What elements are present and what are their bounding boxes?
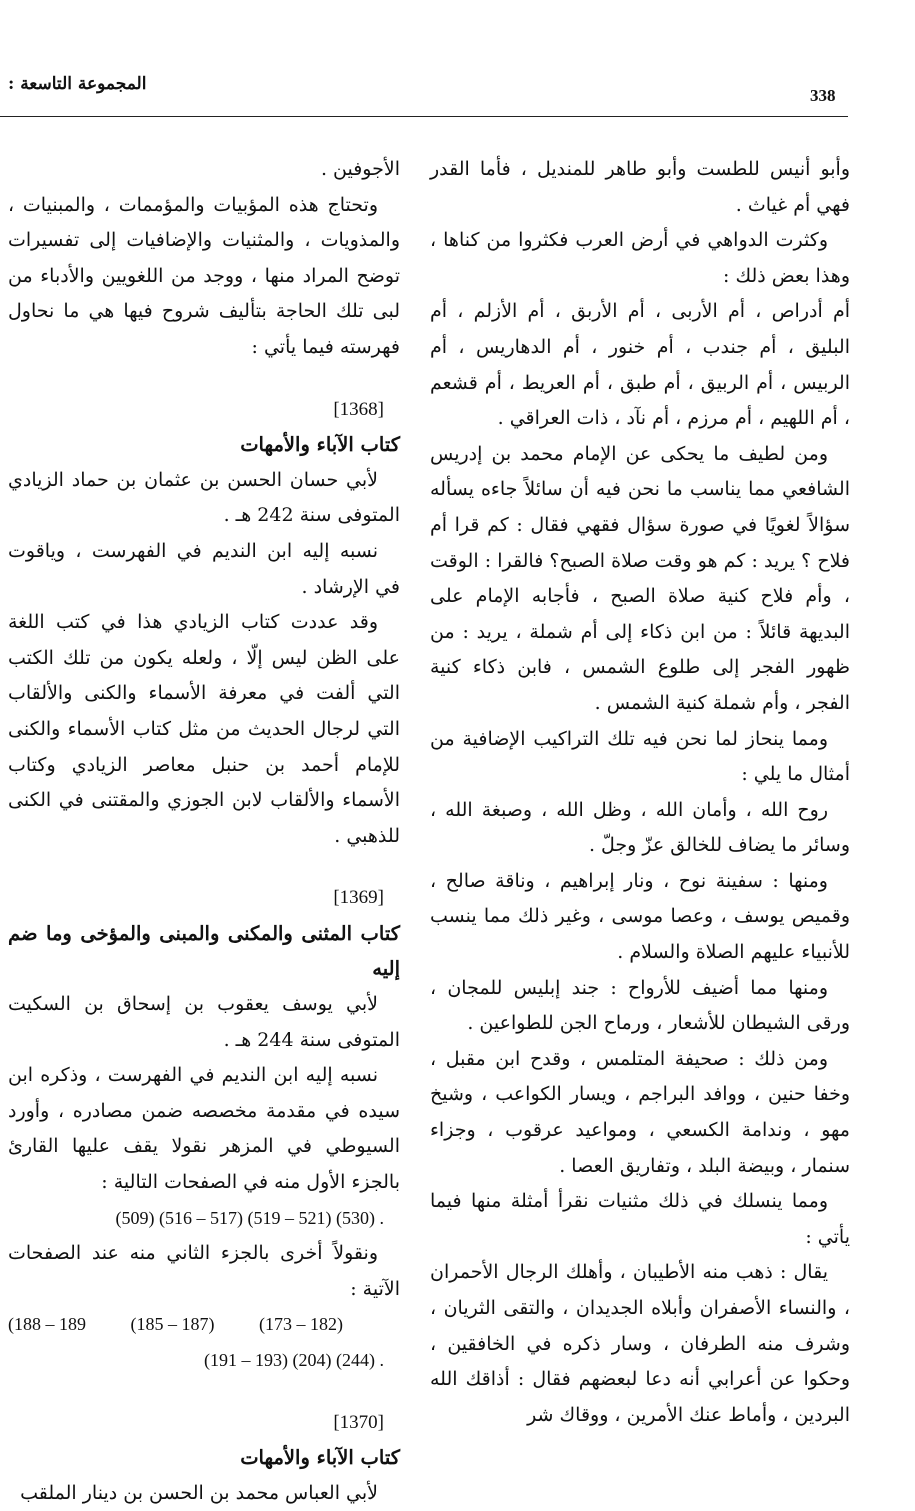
paragraph: الأجوفين . (320, 158, 400, 180)
page-references: (509) (516 – 517) (519 – 521) (530) . (115, 1207, 384, 1228)
page-reference: (185 – 187) (130, 1314, 215, 1335)
header-rule (0, 116, 848, 117)
entry-title: كتاب الآباء والأمهات (240, 433, 400, 457)
paragraph: ومنها : سفينة نوح ، ونار إبراهيم ، وناقة صالح ، وقميص يوسف ، وعصا موسى ، وغير ذلك مما ينسب للأنبياء عليهم الصلاة والسلام . (430, 869, 850, 964)
paragraph: أم أدراص ، أم الأربى ، أم الأربق ، أم الأزلم ، أم البليق ، أم جندب ، أم خنور ، أم الدهاريس ، أم الربيس ، أم الربيق ، أم طبق ، أم العريط ، أم قشعم ، أم اللهيم ، أم مرزم ، أم نآد ، ذات العراقي . (430, 300, 850, 430)
paragraph: وأبو أنيس للطست وأبو طاهر للمنديل ، فأما القدر فهي أم غياث . (430, 158, 850, 216)
paragraph: ومنها مما أضيف للأرواح : جند إبليس للمجان ، ورقى الشيطان للأشعار ، ورماح الجن للطواعين . (430, 976, 850, 1035)
entry-number: [1368] (333, 398, 384, 420)
paragraph: ومما ينسلك في ذلك مثنيات نقرأ أمثلة منها فيما يأتي : (430, 1190, 850, 1248)
page-references: (191 – 193) (204) (244) . (204, 1350, 384, 1370)
paragraph: وقد عددت كتاب الزيادي هذا في كتب اللغة على الظن ليس إلّا ، ولعله يكون من تلك الكتب التي ألفت في معرفة الأسماء والكنى والألقاب التي لرجال الحديث من مثل كتاب الأسماء والكنى للإمام أحمد بن حنبل معاصر الزيادي وكتاب الأسماء والألقاب لابن الجوزي والمقتنى في الكنى للذهبي . (8, 611, 400, 847)
entry-title: كتاب الآباء والأمهات (240, 1446, 400, 1470)
entry-title: كتاب المثنى والمكنى والمبنى والمؤخى وما ضم إليه (8, 921, 400, 981)
paragraph: لأبي العباس محمد بن الحسن بن دينار الملقب (20, 1481, 378, 1504)
entry-number: [1369] (333, 887, 384, 909)
running-head: المجموعة التاسعة : (8, 74, 147, 94)
paragraph: ومن لطيف ما يحكى عن الإمام محمد بن إدريس الشافعي مما يناسب ما نحن فيه أن سائلاً جاءه يسأله سؤالاً لغويًا في صورة سؤال فقهي فقال : كم قرا أم فلاح ؟ يريد : كم هو وقت صلاة الصبح؟ فالقرا : الوقت ، وأم فلاح كنية صلاة الصبح ، فأجابه الإمام على البديهة قائلاً : من ابن ذكاء إلى أم شملة ، يريد : من ظهور الفجر إلى طلوع الشمس ، فابن ذكاء كنية الفجر ، وأم شملة كنية الشمس . (430, 442, 850, 714)
paragraph: ومما ينحاز لما نحن فيه تلك التراكيب الإضافية من أمثال ما يلي : (430, 727, 850, 786)
page-reference: (188 – 189 (8, 1314, 86, 1335)
right-column (430, 152, 850, 1433)
entry-number: [1370] (333, 1411, 384, 1433)
paragraph: لأبي يوسف يعقوب بن إسحاق بن السكيت المتوفى سنة 244 هـ . (8, 993, 400, 1051)
paragraph: وتحتاج هذه المؤبيات والمؤممات ، والمبنيات ، والمذويات ، والمثنيات والإضافيات إلى تفسيرات توضح المراد منها ، ووجد من اللغويين والأدباء من لبى تلك الحاجة بتأليف شروح فيها هي ما نحاول فهرسته فيما يأتي : (8, 193, 400, 358)
paragraph: وكثرت الدواهي في أرض العرب فكثروا من كناها ، وهذا بعض ذلك : (430, 229, 850, 287)
paragraph: روح الله ، وأمان الله ، وظل الله ، وصبغة الله ، وسائر ما يضاف للخالق عزّ وجلّ . (430, 798, 850, 857)
paragraph: لأبي حسان الحسن بن عثمان بن حماد الزيادي المتوفى سنة 242 هـ . (8, 468, 400, 527)
paragraph: ونقولاً أخرى بالجزء الثاني منه عند الصفحات الآتية : (8, 1242, 400, 1300)
page-references (8, 1307, 400, 1343)
left-column (8, 152, 400, 1511)
paragraph: ومن ذلك : صحيفة المتلمس ، وقدح ابن مقبل ، وخفا حنين ، ووافد البراجم ، ويسار الكواعب ، وشيخ مهو ، وندامة الكسعي ، ومواعيد عرقوب ، وجزاء سنمار ، وبيضة البلد ، وتفاريق العصا . (430, 1047, 850, 1177)
page-number: 338 (810, 86, 836, 105)
paragraph: يقال : ذهب منه الأطيبان ، وأهلك الرجال الأحمران ، والنساء الأصفران وأبلاه الجديدان ، والتقى الثريان ، وشرف منه الطرفان ، وسار ذكره في الخافقين ، وحكوا عن أعرابي أنه دعا لبعضهم فقال : أذاقك الله البردين ، وأماط عنك الأمرين ، ووقاك شر (430, 1261, 850, 1426)
page-reference: (173 – 182) (259, 1314, 343, 1335)
paragraph: نسبه إليه ابن النديم في الفهرست ، وياقوت في الإرشاد . (8, 539, 400, 598)
paragraph: نسبه إليه ابن النديم في الفهرست ، وذكره ابن سيده في مقدمة مخصصه ضمن مصادره ، وأورد السيوطي في المزهر نقولا يقف عليها القارئ بالجزء الأول منه في الصفحات التالية : (8, 1064, 400, 1194)
